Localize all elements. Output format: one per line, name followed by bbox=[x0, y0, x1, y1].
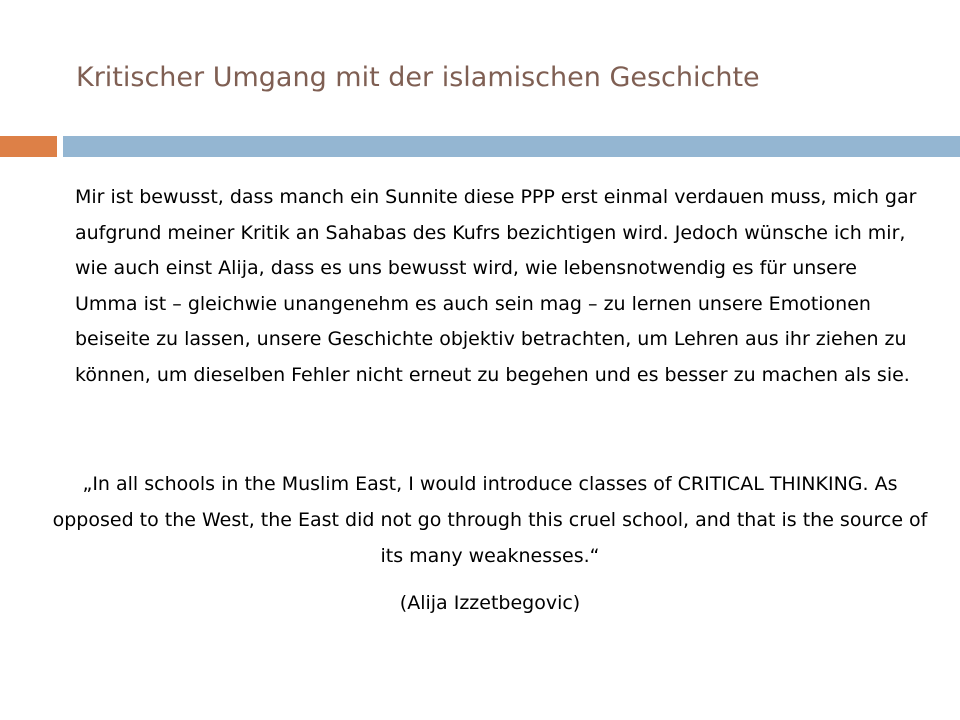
quote-attribution: (Alija Izzetbegovic) bbox=[399, 592, 581, 614]
slide-title: Kritischer Umgang mit der islamischen Geschichte bbox=[76, 62, 760, 93]
body-paragraph: Mir ist bewusst, dass manch ein Sunnite diese PPP erst einmal verdauen muss, mich gar aufgrund meiner Kritik an Sahabas des Kufrs bezichtigen wird. Jedoch wünsche ich mir, wie auch einst Alija, dass es uns bewusst wird, wie lebensnotwendig es für unsere Umma ist – gleichwie unangenehm es auch sein mag – zu lernen unsere Emotionen beiseite zu lassen, unsere Geschichte objektiv betrachten, um Lehren aus ihr ziehen zu können, um dieselben Fehler nicht erneut zu begehen und es besser zu machen als sie. bbox=[75, 186, 917, 386]
accent-bar-orange bbox=[0, 136, 57, 157]
accent-bar-blue bbox=[63, 136, 960, 157]
quote: „In all schools in the Muslim East, I would introduce classes of CRITICAL THINKING. As opposed to the West, the East did not go through this cruel school, and that is the source of its many weaknesses.“ bbox=[52, 473, 928, 567]
